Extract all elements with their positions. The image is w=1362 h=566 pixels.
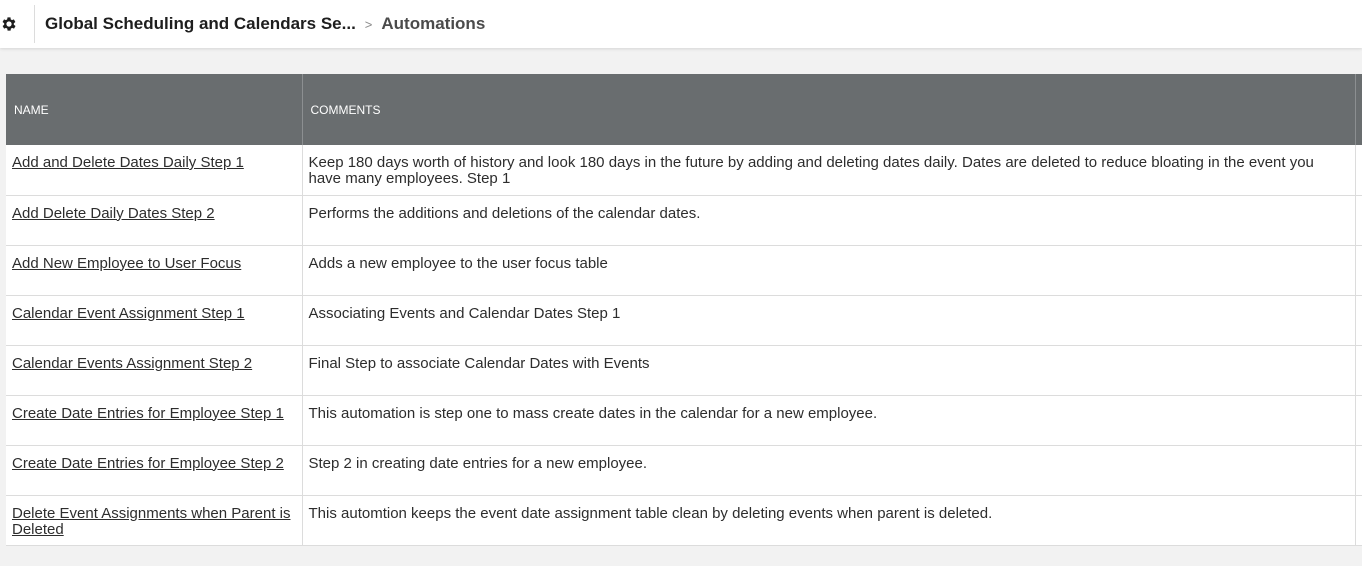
automation-link[interactable]: Add New Employee to User Focus <box>12 254 242 272</box>
breadcrumb-app-title[interactable]: Global Scheduling and Calendars Se... <box>45 14 356 33</box>
table-row <box>6 145 1362 195</box>
automation-link[interactable]: Calendar Event Assignment Step 1 <box>12 304 245 322</box>
comment-cell: Keep 180 days worth of history and look 180 days in the future by adding and deleting dates daily. Dates are deleted to reduce bloating in the event you have many employees. Step 1 <box>302 145 1355 195</box>
comment-cell: Associating Events and Calendar Dates Step 1 <box>302 295 1355 345</box>
row-spacer <box>1355 245 1362 295</box>
name-cell <box>6 195 302 245</box>
automation-link[interactable]: Create Date Entries for Employee Step 2 <box>12 454 284 472</box>
row-spacer <box>1355 445 1362 495</box>
table-row <box>6 195 1362 245</box>
table-row <box>6 295 1362 345</box>
column-header-comments[interactable]: COMMENTS <box>302 74 1355 145</box>
automation-link[interactable]: Add Delete Daily Dates Step 2 <box>12 204 215 222</box>
top-bar <box>0 0 1362 48</box>
table-header-row <box>6 74 1362 145</box>
row-spacer <box>1355 395 1362 445</box>
comment-cell: Step 2 in creating date entries for a new employee. <box>302 445 1355 495</box>
name-cell <box>6 395 302 445</box>
column-header-name[interactable]: NAME <box>6 74 302 145</box>
name-cell <box>6 495 302 545</box>
automation-link[interactable]: Create Date Entries for Employee Step 1 <box>12 404 284 422</box>
name-cell <box>6 145 302 195</box>
automation-link[interactable]: Calendar Events Assignment Step 2 <box>12 354 253 372</box>
row-spacer <box>1355 345 1362 395</box>
row-spacer <box>1355 145 1362 195</box>
automation-link[interactable]: Delete Event Assignments when Parent is Deleted <box>12 504 291 538</box>
breadcrumb-separator: > <box>364 16 373 32</box>
automation-link[interactable]: Add and Delete Dates Daily Step 1 <box>12 154 244 171</box>
column-header-spacer <box>1355 74 1362 145</box>
comment-cell: Performs the additions and deletions of the calendar dates. <box>302 195 1355 245</box>
table-row <box>6 495 1362 545</box>
name-cell <box>6 245 302 295</box>
table-row <box>6 395 1362 445</box>
name-cell <box>6 445 302 495</box>
row-spacer <box>1355 195 1362 245</box>
table-row <box>6 345 1362 395</box>
table-row <box>6 445 1362 495</box>
page-title: Automations <box>381 14 486 33</box>
gear-icon <box>0 15 18 33</box>
settings-button[interactable] <box>0 5 35 43</box>
automations-grid <box>6 74 1362 546</box>
table-row <box>6 245 1362 295</box>
comment-cell: Final Step to associate Calendar Dates with Events <box>302 345 1355 395</box>
comment-cell: This automtion keeps the event date assignment table clean by deleting events when parent is deleted. <box>302 495 1355 545</box>
comment-cell: Adds a new employee to the user focus table <box>302 245 1355 295</box>
name-cell <box>6 295 302 345</box>
row-spacer <box>1355 495 1362 545</box>
comment-cell: This automation is step one to mass create dates in the calendar for a new employee. <box>302 395 1355 445</box>
name-cell <box>6 345 302 395</box>
row-spacer <box>1355 295 1362 345</box>
